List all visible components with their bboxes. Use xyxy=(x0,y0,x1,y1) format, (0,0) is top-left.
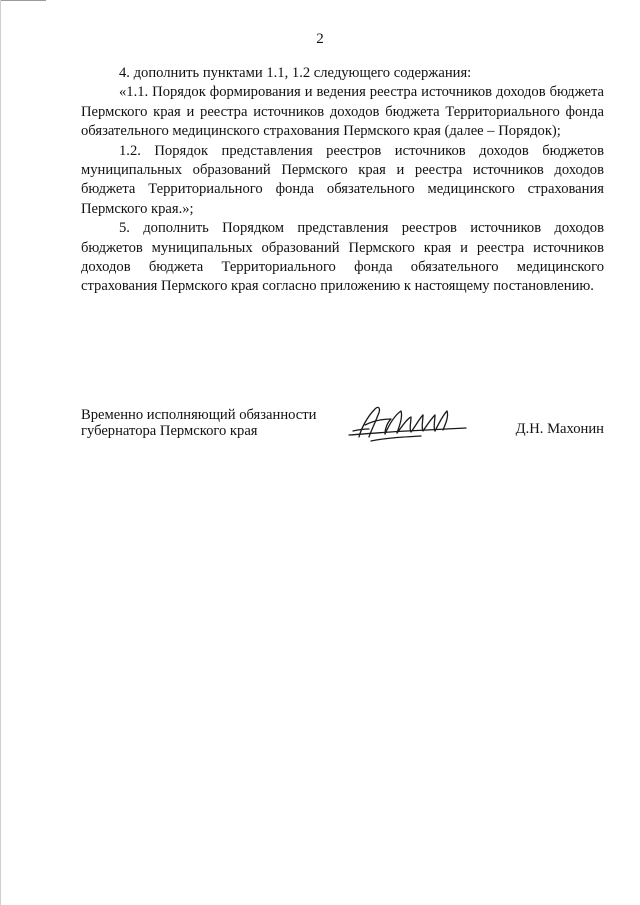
paragraph-item-4: 4. дополнить пунктами 1.1, 1.2 следующего содержания: xyxy=(119,65,472,81)
scan-edge-top xyxy=(0,0,46,1)
body-text xyxy=(81,64,604,297)
paragraph-item-1-1: «1.1. Порядок формирования и ведения реестра источников доходов бюджета Пермского края и реестра источников доходов бюджета Территориального фонда обязательного медицинского страхования Пермского края (далее – Порядок); xyxy=(81,84,604,140)
signer-title xyxy=(81,407,316,439)
paragraph-item-5: 5. дополнить Порядком представления реестров источников доходов бюджетов муниципальных образований Пермского края и реестра источников доходов бюджета Территориального фонда обязательного медицинского страхования Пермского края согласно приложению к настоящему постановлению. xyxy=(81,220,604,295)
handwritten-signature xyxy=(345,401,469,447)
paragraph-item-1-2: 1.2. Порядок представления реестров источников доходов бюджетов муниципальных образований Пермского края и реестра источников доходов бюджета Территориального фонда обязательного медицинского страхования Пермского края.»; xyxy=(81,142,604,217)
signer-title-line-1: Временно исполняющий обязанности xyxy=(81,407,317,423)
signer-title-line-2: губернатора Пермского края xyxy=(81,423,258,439)
signature-block xyxy=(81,407,604,455)
scan-edge-left xyxy=(0,0,1,905)
signer-name: Д.Н. Махонин xyxy=(515,421,604,437)
page-number: 2 xyxy=(316,31,324,47)
